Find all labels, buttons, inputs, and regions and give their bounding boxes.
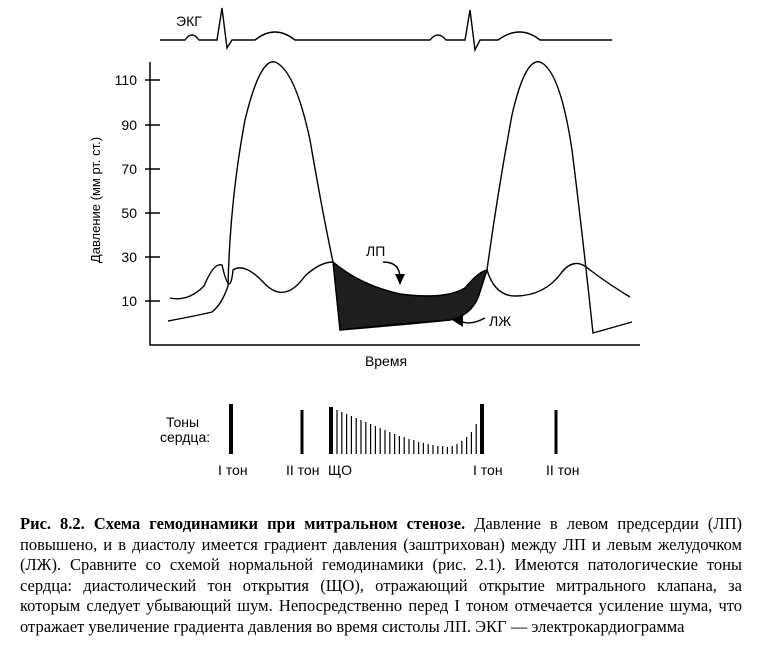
sound-label-s1: I тон [473, 462, 503, 478]
ecg-trace [160, 8, 612, 50]
heart-sound-bars [231, 404, 556, 454]
la-label: ЛП [366, 243, 386, 259]
figure-caption [20, 514, 742, 637]
la-arrow-head [395, 274, 405, 285]
sound-label-os: ЩО [328, 462, 353, 478]
lv-arrow [460, 318, 485, 323]
y-tick-label: 110 [114, 72, 137, 88]
caption-title: Рис. 8.2. Схема гемодинамики при митральном стенозе. [20, 514, 466, 533]
sound-label-s2: II тон [546, 462, 580, 478]
caption-text: Давление в левом предсердии (ЛП) повышено, и в диастолу имеется градиент давления (заштрихован) между ЛП и левым желудочком (ЛЖ). Сравните со схемой нормальной гемодинамики (рис. 2.1). Имеются патологические тоны сердца: диастолический тон открытия (ЩО), отражающий открытие митрального клапана, за которым следует убывающий шум. Непосредственно перед I тоном отмечается усиление шума, что отражает увеличение градиента давления во время систолы ЛП. ЭКГ — электрокардиограмма [20, 514, 742, 636]
x-axis-title: Время [364, 353, 408, 369]
y-tick-label: 10 [121, 293, 137, 309]
diastolic-murmur [337, 410, 476, 454]
y-ticks [145, 80, 160, 301]
heart-sounds-label: сердца: [160, 429, 211, 445]
lv-label: ЛЖ [489, 313, 512, 329]
y-tick-label: 50 [121, 205, 137, 221]
y-tick-label: 30 [121, 249, 137, 265]
ecg-label: ЭКГ [176, 13, 202, 29]
y-tick-label: 70 [121, 161, 137, 177]
sound-label-s2: II тон [286, 462, 320, 478]
y-tick-label: 90 [121, 117, 137, 133]
gradient-region [333, 262, 487, 330]
lv-pressure-curve [168, 62, 632, 333]
heart-sounds-label: Тоны [166, 414, 200, 430]
y-axis-title: Давление (мм рт. ст.) [88, 136, 103, 264]
sound-label-s1: I тон [218, 462, 248, 478]
